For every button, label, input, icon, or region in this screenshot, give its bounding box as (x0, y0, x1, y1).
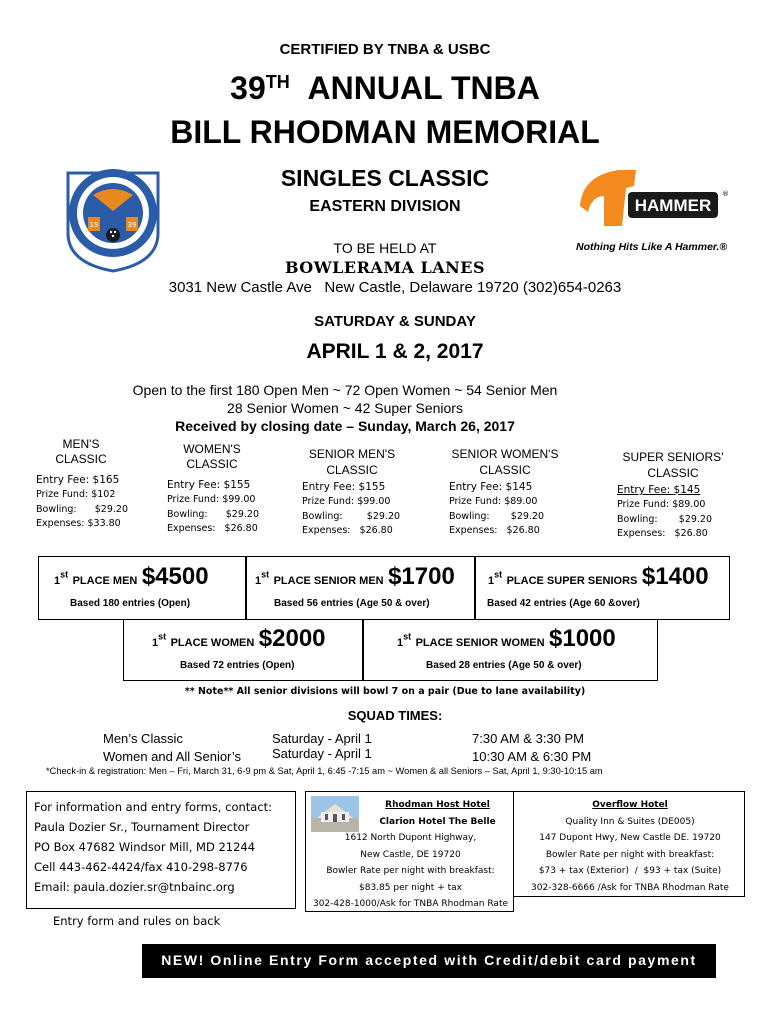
prize-amount: $1700 (388, 563, 455, 590)
prize-place-label: PLACE SENIOR MEN (273, 575, 384, 587)
division-mens (36, 437, 146, 532)
contact-address: PO Box 47682 Windsor Mill, MD 21244 (34, 840, 256, 854)
host-hotel-rate: $83.85 per night + tax (359, 882, 462, 893)
hotel-photo (311, 796, 359, 832)
contact-email: Email: paula.dozier.sr@tnbainc.org (34, 880, 235, 894)
division-prize-fund: Prize Fund: $102 (36, 489, 116, 500)
division-expenses: Expenses: $26.80 (167, 523, 258, 534)
division-bowling: Bowling: $29.20 (449, 510, 545, 522)
event-division: EASTERN DIVISION (309, 198, 461, 215)
prize-box-men (38, 556, 246, 620)
checkin-info: *Check-in & registration: Men – Fri, March 31, 6-9 pm & Sat, April 1, 6:45 -7:15 am ~ Women & all Seniors – Sat, April 1, 9:30-10:15 am (46, 766, 603, 776)
venue-name: BOWLERAMA LANES (284, 258, 486, 277)
division-name-line2: CLASSIC (326, 463, 378, 477)
division-senior-womens (449, 446, 569, 539)
squad-time: 10:30 AM & 6:30 PM (472, 749, 592, 764)
division-name-line2: CLASSIC (55, 452, 107, 466)
division-expenses: Expenses: $26.80 (617, 528, 708, 539)
event-days: SATURDAY & SUNDAY (314, 313, 476, 330)
squad-time: 7:30 AM & 3:30 PM (472, 731, 585, 746)
host-hotel-city: New Castle, DE 19720 (360, 849, 461, 860)
overflow-hotel-title: Overflow Hotel (592, 800, 668, 810)
prize-place-ordinal: st (403, 631, 412, 642)
squad-heading: SQUAD TIMES: (347, 708, 443, 723)
host-hotel-phone: 302-428-1000/Ask for TNBA Rhodman Rate (312, 899, 509, 909)
division-entry-fee: Entry Fee: $145 (449, 481, 533, 493)
event-title-line1: ANNUAL TNBA (307, 70, 540, 106)
back-note: Entry form and rules on back (53, 914, 221, 928)
division-expenses: Expenses: $26.80 (302, 525, 393, 536)
prize-amount: $1400 (641, 563, 709, 590)
prize-box-senior-women (363, 619, 658, 681)
prize-amount: $2000 (258, 625, 326, 652)
squad-label: Women and All Senior’s (103, 749, 242, 764)
event-dates: APRIL 1 & 2, 2017 (306, 340, 484, 363)
event-subtitle: SINGLES CLASSIC (280, 165, 490, 191)
division-super-seniors (617, 449, 737, 542)
division-name-line1: SENIOR MEN'S (308, 447, 396, 461)
tnba-left-number: 19 (89, 221, 99, 229)
host-hotel-rate-label: Bowler Rate per night with breakfast: (326, 866, 495, 876)
squad-day: Saturday - April 1 (272, 746, 372, 761)
hammer-logo-graphic (570, 166, 740, 240)
prize-amount: $4500 (141, 563, 209, 590)
svg-text:®: ® (722, 190, 729, 198)
division-name-line1: SUPER SENIORS' (622, 450, 724, 464)
hammer-tagline: Nothing Hits Like A Hammer.® (576, 241, 728, 253)
online-entry-text: NEW! Online Entry Form accepted with Credit/debit card payment (161, 952, 697, 968)
division-entry-fee: Entry Fee: $145 (617, 484, 701, 496)
venue-address: 3031 New Castle Ave New Castle, Delaware 19720 (302)654-0263 (168, 279, 622, 296)
prize-basis: Based 180 entries (Open) (70, 598, 191, 609)
overflow-hotel-street: 147 Dupont Hwy, New Castle DE. 19720 (539, 833, 721, 843)
division-bowling: Bowling: $29.20 (302, 510, 401, 522)
hotel-photo-graphic (311, 796, 359, 832)
overflow-hotel-name: Quality Inn & Suites (DE005) (565, 816, 695, 827)
division-prize-fund: Prize Fund: $89.00 (449, 496, 538, 507)
division-name-line2: CLASSIC (186, 457, 238, 471)
overflow-hotel-phone: 302-328-6666 /Ask for TNBA Rhodman Rate (531, 882, 729, 893)
prize-place-number: 1 (255, 575, 262, 587)
division-entry-fee: Entry Fee: $165 (36, 474, 120, 486)
host-hotel-title: Rhodman Host Hotel (385, 800, 490, 810)
overflow-hotel-box (513, 791, 745, 897)
division-expenses: Expenses: $33.80 (36, 518, 121, 529)
prize-place-ordinal: st (60, 569, 69, 580)
host-hotel-box (305, 791, 514, 912)
prize-box-super-seniors (475, 556, 730, 620)
tnba-logo (58, 155, 168, 273)
division-name-line1: SENIOR WOMEN'S (451, 447, 559, 461)
overflow-hotel-rate: $73 + tax (Exterior) / $93 + tax (Suite) (538, 866, 722, 876)
division-bowling: Bowling: $29.20 (167, 508, 259, 520)
held-at-label: TO BE HELD AT (333, 240, 437, 256)
division-entry-fee: Entry Fee: $155 (167, 479, 251, 491)
certified-line: CERTIFIED BY TNBA & USBC (279, 41, 491, 58)
division-entry-fee: Entry Fee: $155 (302, 481, 386, 493)
online-entry-banner (142, 944, 716, 978)
host-hotel-name: Clarion Hotel The Belle (379, 816, 496, 827)
prize-place-number: 1 (54, 575, 61, 587)
prize-basis: Based 28 entries (Age 50 & over) (426, 660, 582, 671)
event-number-title (0, 68, 770, 108)
division-bowling: Bowling: $29.20 (617, 513, 713, 525)
host-hotel-street: 1612 North Dupont Highway, (344, 833, 477, 843)
hammer-logo (570, 166, 740, 258)
prize-basis: Based 56 entries (Age 50 & over) (274, 598, 430, 609)
division-name-line1: WOMEN'S (183, 442, 241, 456)
squad-day: Saturday - April 1 (272, 731, 372, 746)
division-name-line1: MEN'S (62, 437, 100, 451)
senior-note: ** Note** All senior divisions will bowl 7 on a pair (Due to lane availability) (184, 686, 586, 697)
division-prize-fund: Prize Fund: $89.00 (617, 499, 706, 510)
division-womens (167, 442, 277, 537)
hammer-brand-text: HAMMER (634, 196, 712, 215)
tnba-logo-graphic (58, 155, 168, 273)
prize-amount: $1000 (549, 625, 616, 652)
prize-place-label: PLACE WOMEN (170, 637, 255, 649)
division-prize-fund: Prize Fund: $99.00 (167, 494, 256, 505)
eligibility-line2: 28 Senior Women ~ 42 Super Seniors (227, 400, 463, 416)
closing-date: Received by closing date – Sunday, March 26, 2017 (175, 418, 515, 434)
prize-place-ordinal: st (494, 569, 503, 580)
squad-label: Men’s Classic (103, 731, 183, 746)
prize-place-label: PLACE SENIOR WOMEN (415, 637, 545, 649)
division-name-line2: CLASSIC (479, 463, 531, 477)
contact-box (26, 791, 296, 909)
division-bowling: Bowling: $29.20 (36, 503, 128, 515)
division-senior-mens (302, 446, 422, 539)
prize-basis: Based 42 entries (Age 60 &over) (487, 598, 640, 609)
prize-box-women (123, 619, 363, 681)
prize-place-ordinal: st (158, 631, 167, 642)
contact-phone: Cell 443-462-4424/fax 410-298-8776 (34, 860, 248, 874)
eligibility-line1: Open to the first 180 Open Men ~ 72 Open Women ~ 54 Senior Men (132, 382, 558, 398)
contact-intro: For information and entry forms, contact: (34, 800, 273, 814)
overflow-hotel-rate-label: Bowler Rate per night with breakfast: (545, 849, 715, 860)
squad-row-women (0, 746, 770, 764)
division-name-line2: CLASSIC (647, 466, 699, 480)
prize-place-number: 1 (152, 637, 159, 649)
event-ordinal: TH (265, 72, 290, 92)
event-number: 39 (230, 70, 266, 106)
prize-place-number: 1 (488, 575, 495, 587)
prize-place-label: PLACE SUPER SENIORS (506, 575, 638, 587)
division-prize-fund: Prize Fund: $99.00 (302, 496, 391, 507)
contact-director: Paula Dozier Sr., Tournament Director (34, 820, 250, 834)
prize-box-senior-men (246, 556, 475, 620)
prize-basis: Based 72 entries (Open) (180, 660, 295, 671)
prize-place-ordinal: st (261, 569, 270, 580)
division-expenses: Expenses: $26.80 (449, 525, 540, 536)
prize-place-number: 1 (397, 637, 404, 649)
event-title-line2: BILL RHODMAN MEMORIAL (170, 114, 600, 150)
prize-place-label: PLACE MEN (72, 575, 138, 587)
tnba-right-number: 39 (127, 221, 137, 229)
